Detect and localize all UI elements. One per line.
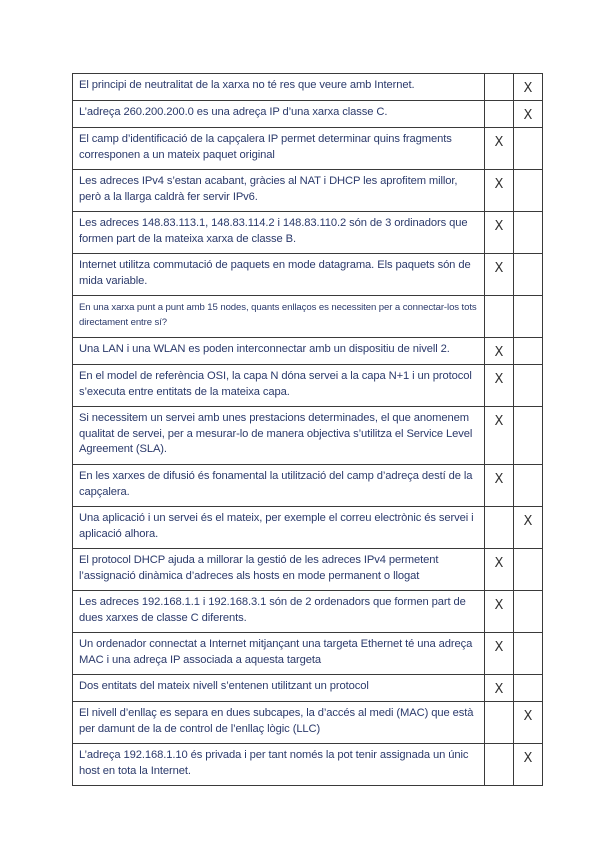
true-mark-cell: X — [485, 549, 514, 591]
statement-cell: L’adreça 260.200.200.0 es una adreça IP d’una xarxa classe C. — [73, 101, 485, 128]
false-mark-cell — [514, 675, 543, 702]
false-mark-cell — [514, 633, 543, 675]
true-mark-cell — [485, 744, 514, 786]
false-mark-cell — [514, 170, 543, 212]
statement-cell: L’adreça 192.168.1.10 és privada i per tant només la pot tenir assignada un únic host en tota la Internet. — [73, 744, 485, 786]
table-row — [73, 407, 543, 465]
statement-cell: Una aplicació i un servei és el mateix, per exemple el correu electrònic és servei i aplicació alhora. — [73, 507, 485, 549]
true-mark-cell: X — [485, 465, 514, 507]
table-row — [73, 128, 543, 170]
statement-cell: Un ordenador connectat a Internet mitjançant una targeta Ethernet té una adreça MAC i una adreça IP associada a aquesta targeta — [73, 633, 485, 675]
true-mark-cell: X — [485, 170, 514, 212]
table-row — [73, 465, 543, 507]
false-mark-cell: X — [514, 702, 543, 744]
false-mark-cell — [514, 407, 543, 465]
table-row — [73, 633, 543, 675]
false-mark-cell — [514, 465, 543, 507]
false-mark-cell: X — [514, 74, 543, 101]
table-row — [73, 591, 543, 633]
table-row — [73, 744, 543, 786]
statement-cell: En el model de referència OSI, la capa N dóna servei a la capa N+1 i un protocol s’executa entre entitats de la mateixa capa. — [73, 365, 485, 407]
true-mark-cell: X — [485, 254, 514, 296]
table-row — [73, 296, 543, 338]
statement-cell: Les adreces 192.168.1.1 i 192.168.3.1 són de 2 ordenadors que formen part de dues xarxes de classe C diferents. — [73, 591, 485, 633]
true-mark-cell: X — [485, 128, 514, 170]
true-mark-cell: X — [485, 633, 514, 675]
table-row — [73, 74, 543, 101]
statement-cell: Internet utilitza commutació de paquets en mode datagrama. Els paquets són de mida variable. — [73, 254, 485, 296]
statement-cell: Una LAN i una WLAN es poden interconnectar amb un dispositiu de nivell 2. — [73, 338, 485, 365]
false-mark-cell — [514, 591, 543, 633]
true-mark-cell: X — [485, 338, 514, 365]
table-row — [73, 675, 543, 702]
table-row — [73, 338, 543, 365]
statement-cell: Les adreces 148.83.113.1, 148.83.114.2 i 148.83.110.2 són de 3 ordinadors que formen part de la mateixa xarxa de classe B. — [73, 212, 485, 254]
table-row — [73, 101, 543, 128]
statement-cell: El camp d’identificació de la capçalera IP permet determinar quins fragments corresponen a un mateix paquet original — [73, 128, 485, 170]
true-mark-cell: X — [485, 407, 514, 465]
true-mark-cell: X — [485, 591, 514, 633]
table-row — [73, 702, 543, 744]
statement-cell: Les adreces IPv4 s’estan acabant, gràcies al NAT i DHCP les aprofitem millor, però a la llarga caldrà fer servir IPv6. — [73, 170, 485, 212]
table-row — [73, 507, 543, 549]
true-mark-cell — [485, 74, 514, 101]
true-false-table — [72, 73, 543, 786]
table-row — [73, 170, 543, 212]
table-row — [73, 254, 543, 296]
false-mark-cell — [514, 549, 543, 591]
true-mark-cell: X — [485, 365, 514, 407]
true-mark-cell — [485, 702, 514, 744]
false-mark-cell: X — [514, 101, 543, 128]
statement-cell: El principi de neutralitat de la xarxa no té res que veure amb Internet. — [73, 74, 485, 101]
statement-cell: Si necessitem un servei amb unes prestacions determinades, el que anomenem qualitat de servei, per a mesurar-lo de manera objectiva s’utilitza el Service Level Agreement (SLA). — [73, 407, 485, 465]
statement-cell: El protocol DHCP ajuda a millorar la gestió de les adreces IPv4 permetent l’assignació dinàmica d’adreces als hosts en mode permanent o llogat — [73, 549, 485, 591]
true-mark-cell: X — [485, 675, 514, 702]
statement-cell: En les xarxes de difusió és fonamental la utilització del camp d’adreça destí de la capçalera. — [73, 465, 485, 507]
statement-cell: Dos entitats del mateix nivell s’entenen utilitzant un protocol — [73, 675, 485, 702]
table-row — [73, 365, 543, 407]
table-row — [73, 549, 543, 591]
true-mark-cell — [485, 296, 514, 338]
true-mark-cell — [485, 507, 514, 549]
table-row — [73, 212, 543, 254]
statement-cell: El nivell d’enllaç es separa en dues subcapes, la d’accés al medi (MAC) que està per damunt de la de control de l’enllaç lògic (LLC) — [73, 702, 485, 744]
statement-cell: En una xarxa punt a punt amb 15 nodes, quants enllaços es necessiten per a connectar-los tots directament entre sí? — [73, 296, 485, 338]
false-mark-cell — [514, 212, 543, 254]
true-mark-cell — [485, 101, 514, 128]
false-mark-cell — [514, 296, 543, 338]
false-mark-cell — [514, 338, 543, 365]
true-mark-cell: X — [485, 212, 514, 254]
false-mark-cell: X — [514, 744, 543, 786]
false-mark-cell — [514, 365, 543, 407]
table-body — [73, 74, 543, 786]
false-mark-cell — [514, 254, 543, 296]
false-mark-cell: X — [514, 507, 543, 549]
false-mark-cell — [514, 128, 543, 170]
